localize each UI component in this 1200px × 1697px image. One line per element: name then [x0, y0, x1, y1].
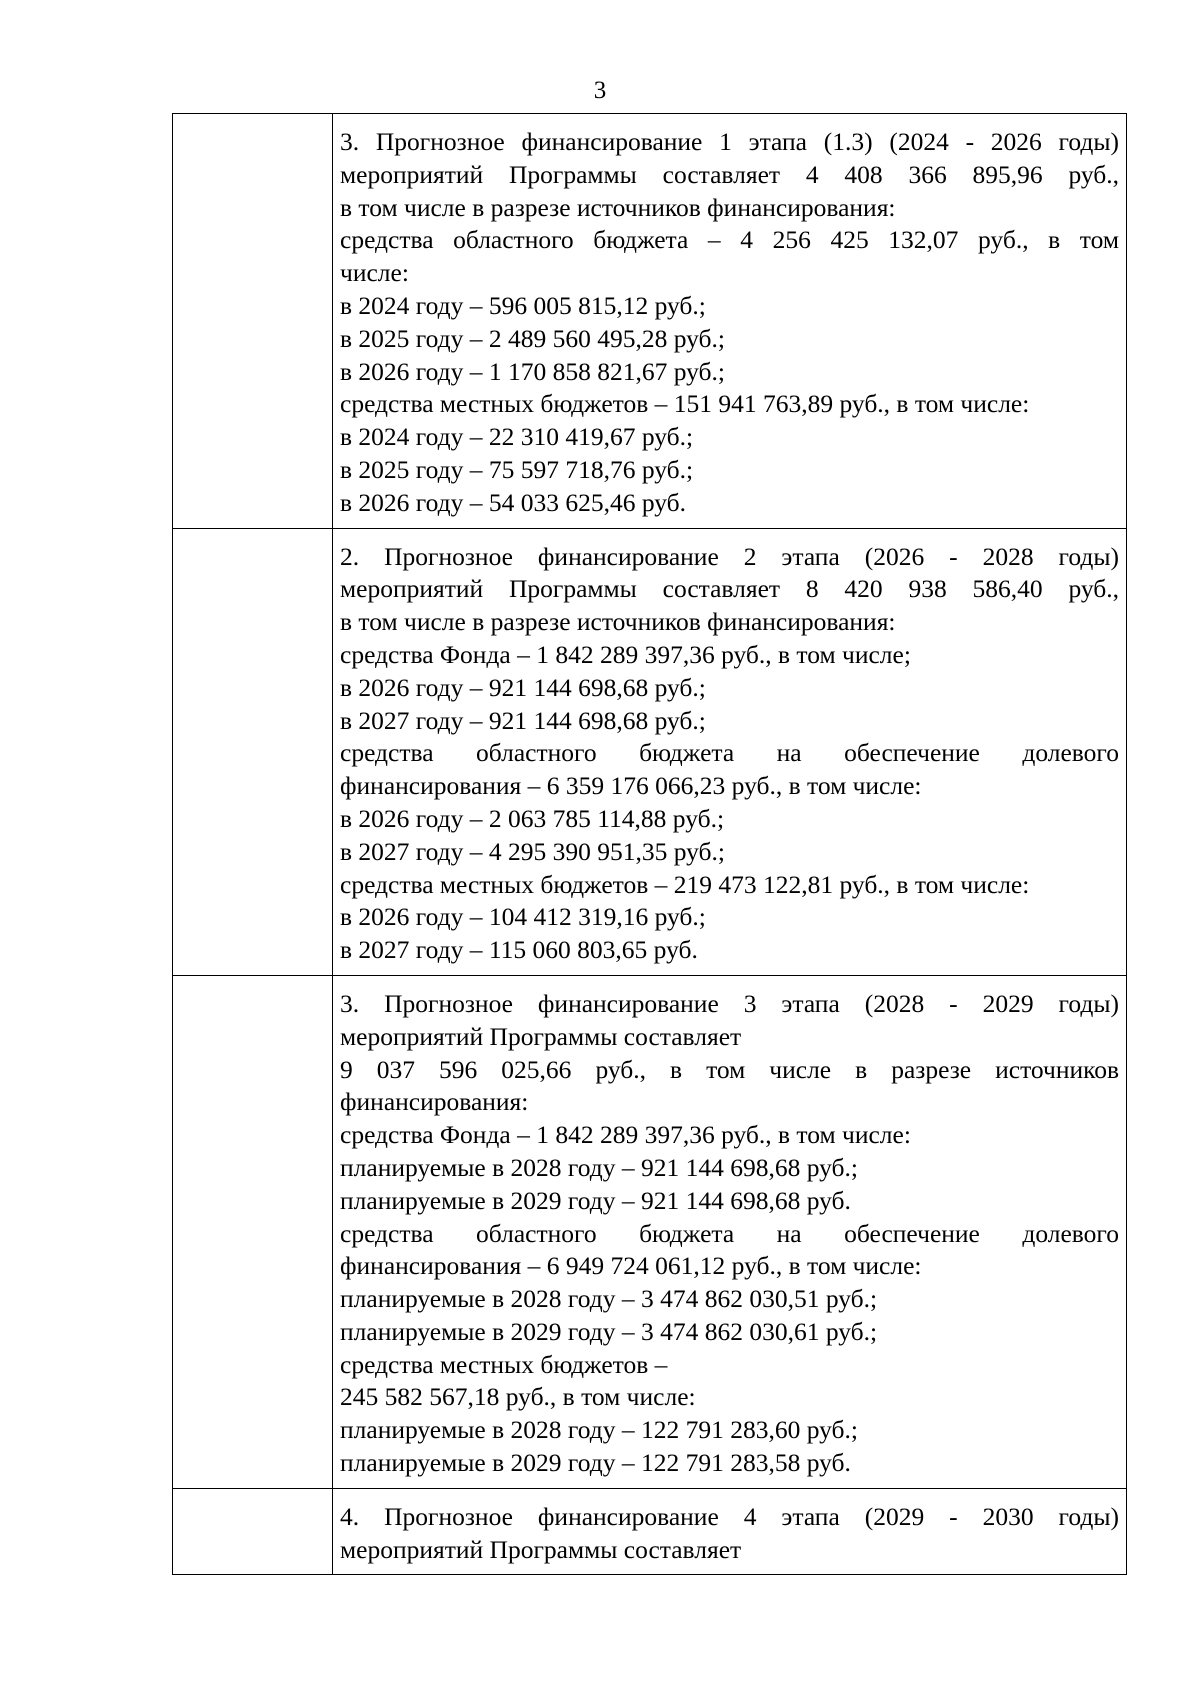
text-line: в 2025 году – 2 489 560 495,28 руб.; [340, 323, 725, 353]
text-line: средства областного бюджета на обеспечение долевого [340, 738, 1119, 768]
cell-content [333, 114, 1126, 528]
text-line: финансирования – 6 949 724 061,12 руб., в том числе: [340, 1251, 922, 1281]
text-line: в 2027 году – 4 295 390 951,35 руб.; [340, 836, 725, 866]
financing-text-cell [333, 1488, 1127, 1575]
cell-content [333, 976, 1126, 1488]
text-line: 4. Прогнозное финансирование 4 этапа (2029 - 2030 годы) [340, 1501, 1119, 1531]
text-line: мероприятий Программы составляет [340, 1021, 742, 1051]
text-line: мероприятий Программы составляет [340, 1534, 742, 1564]
text-line: 245 582 567,18 руб., в том числе: [340, 1382, 696, 1412]
text-line: 3. Прогнозное финансирование 1 этапа (1.3) (2024 - 2026 годы) [340, 127, 1119, 156]
text-line: 9 037 596 025,66 руб., в том числе в разрезе источников [340, 1054, 1119, 1084]
text-line: мероприятий Программы составляет 4 408 366 895,96 руб., [340, 159, 1119, 189]
text-line: средства областного бюджета – 4 256 425 132,07 руб., в том [340, 225, 1119, 255]
text-line: в 2025 году – 75 597 718,76 руб.; [340, 454, 694, 484]
text-line: мероприятий Программы составляет 8 420 938 586,40 руб., [340, 574, 1119, 604]
text-line: средства местных бюджетов – 151 941 763,89 руб., в том числе: [340, 389, 1030, 419]
financing-text-cell [333, 114, 1127, 529]
text-line: средства Фонда – 1 842 289 397,36 руб., в том числе: [340, 1120, 911, 1150]
text-line: числе: [340, 258, 409, 288]
text-line: планируемые в 2029 году – 122 791 283,58 руб. [340, 1448, 851, 1478]
empty-left-cell [173, 114, 333, 529]
text-line: финансирования: [340, 1087, 529, 1117]
financing-table [172, 113, 1127, 1575]
text-line: средства Фонда – 1 842 289 397,36 руб., в том числе; [340, 639, 911, 669]
text-line: в том числе в разрезе источников финансирования: [340, 192, 896, 222]
empty-left-cell [173, 975, 333, 1488]
page-number: 3 [593, 77, 607, 104]
text-line: в 2024 году – 596 005 815,12 руб.; [340, 290, 706, 320]
text-line: средства местных бюджетов – 219 473 122,81 руб., в том числе: [340, 869, 1030, 899]
table-row [173, 1488, 1127, 1575]
text-line: планируемые в 2028 году – 921 144 698,68 руб.; [340, 1152, 858, 1182]
text-line: в 2026 году – 54 033 625,46 руб. [340, 487, 687, 517]
text-line: в 2026 году – 921 144 698,68 руб.; [340, 672, 706, 702]
text-line: средства областного бюджета на обеспечение долевого [340, 1218, 1119, 1248]
empty-left-cell [173, 528, 333, 975]
cell-content [333, 529, 1126, 975]
text-line: планируемые в 2028 году – 3 474 862 030,51 руб.; [340, 1284, 878, 1314]
text-line: финансирования – 6 359 176 066,23 руб., в том числе: [340, 771, 922, 801]
text-line: в том числе в разрезе источников финансирования: [340, 607, 896, 637]
table-body [173, 114, 1127, 1575]
cell-content [333, 1489, 1126, 1575]
financing-text-cell [333, 528, 1127, 975]
text-line: в 2026 году – 2 063 785 114,88 руб.; [340, 803, 725, 833]
text-line: планируемые в 2029 году – 921 144 698,68 руб. [340, 1185, 851, 1215]
table-row [173, 114, 1127, 529]
text-line: в 2027 году – 921 144 698,68 руб.; [340, 705, 706, 735]
text-line: в 2024 году – 22 310 419,67 руб.; [340, 422, 694, 452]
text-line: 3. Прогнозное финансирование 3 этапа (2028 - 2029 годы) [340, 988, 1119, 1018]
financing-text-cell [333, 975, 1127, 1488]
text-line: планируемые в 2029 году – 3 474 862 030,61 руб.; [340, 1316, 878, 1346]
table-row [173, 975, 1127, 1488]
text-line: в 2027 году – 115 060 803,65 руб. [340, 935, 698, 965]
text-line: средства местных бюджетов – [340, 1349, 668, 1379]
text-line: планируемые в 2028 году – 122 791 283,60 руб.; [340, 1415, 858, 1445]
text-line: в 2026 году – 104 412 319,16 руб.; [340, 902, 706, 932]
table-row [173, 528, 1127, 975]
text-line: 2. Прогнозное финансирование 2 этапа (2026 - 2028 годы) [340, 541, 1119, 571]
empty-left-cell [173, 1488, 333, 1575]
text-line: в 2026 году – 1 170 858 821,67 руб.; [340, 356, 725, 386]
